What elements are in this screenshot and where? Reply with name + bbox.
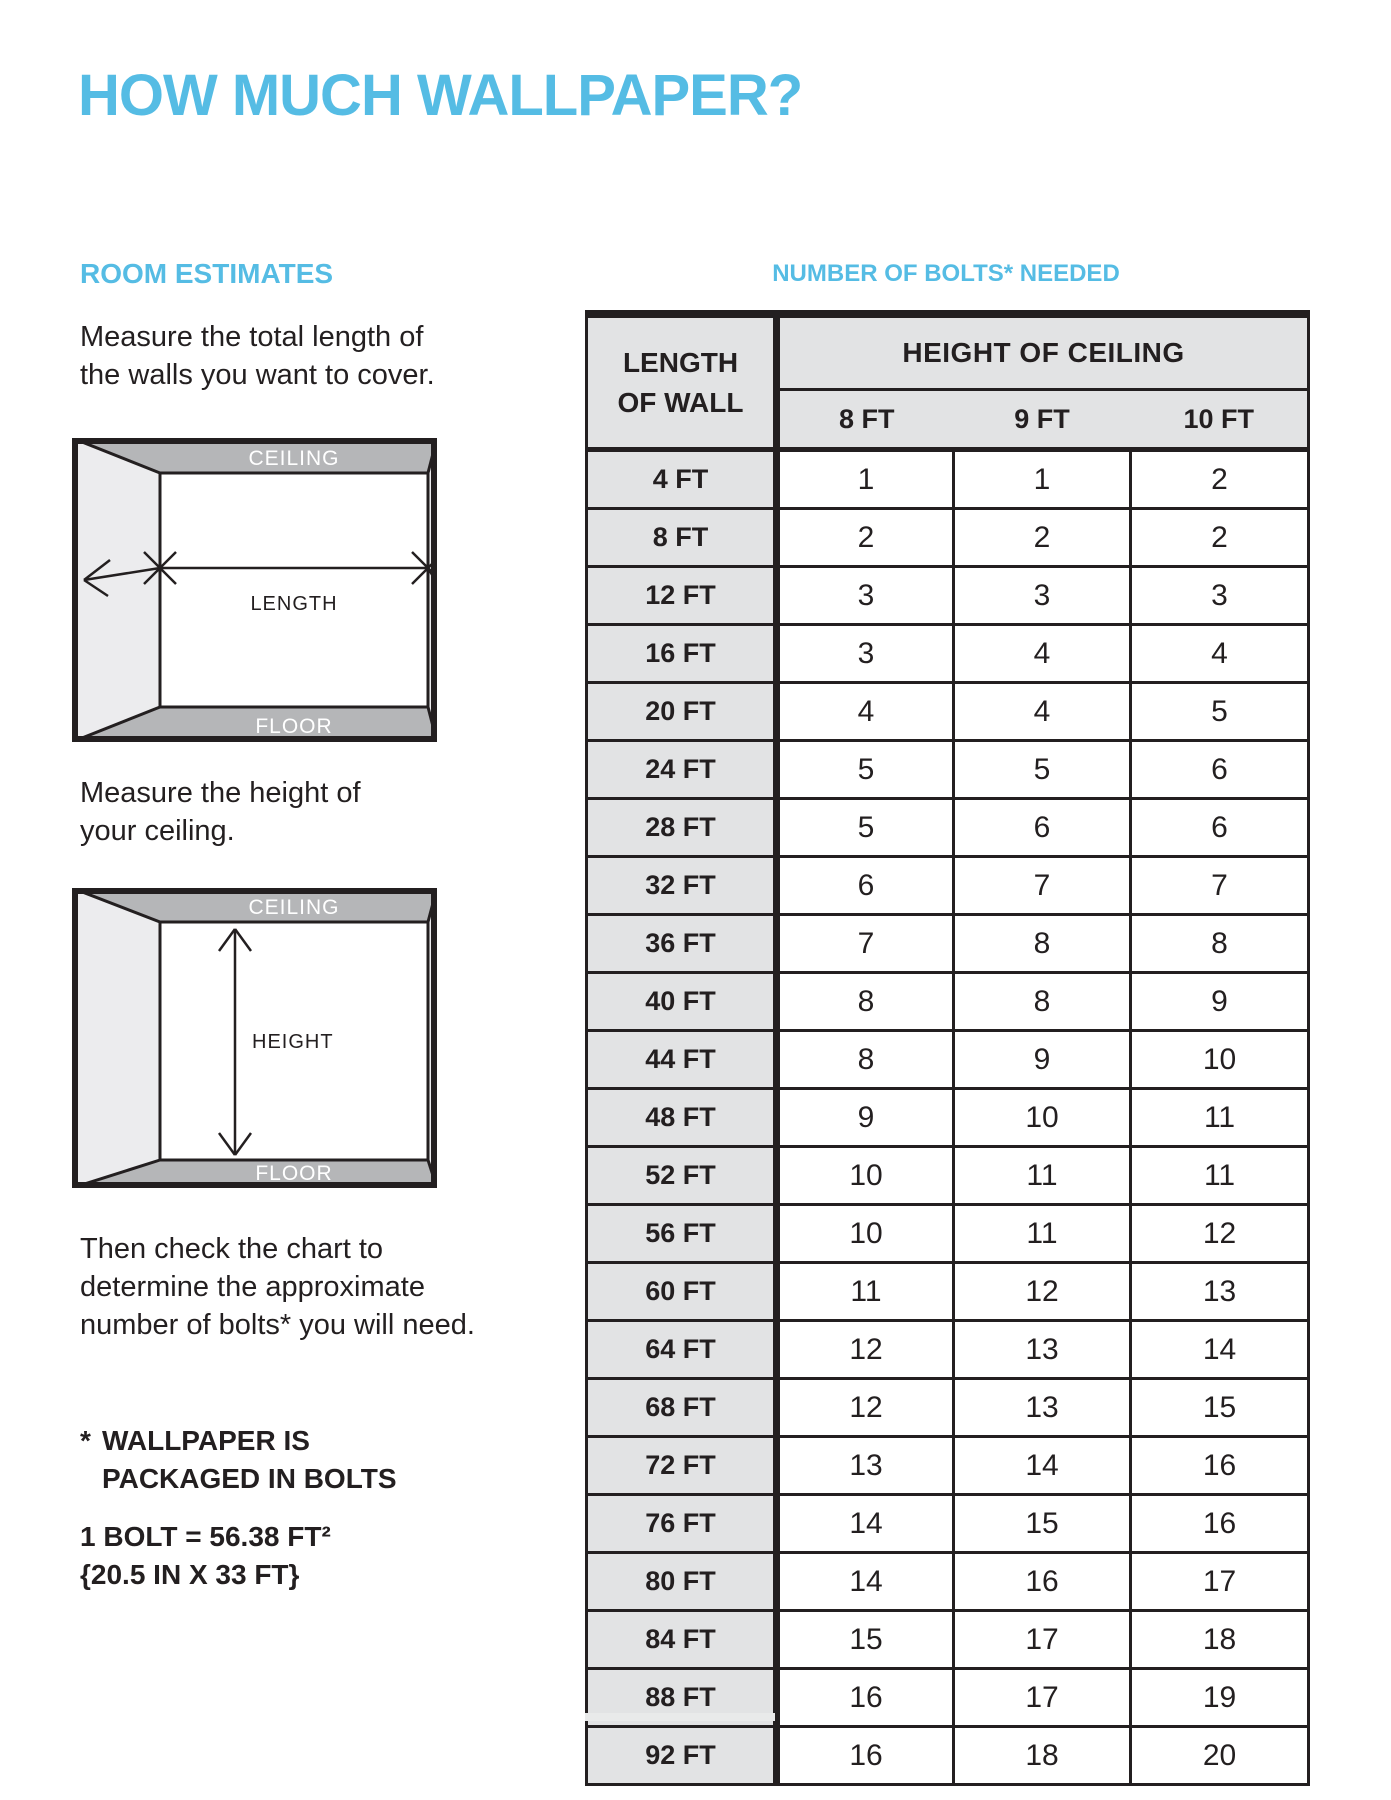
bolt-count-cell: 14 <box>777 1495 954 1553</box>
wall-length-row-header: 92 FT <box>587 1727 777 1785</box>
back-wall <box>160 473 428 707</box>
left-wall <box>72 438 160 742</box>
wall-length-row-header: 36 FT <box>587 915 777 973</box>
table-row <box>587 1611 1309 1669</box>
bolts-needed-heading: NUMBER OF BOLTS* NEEDED <box>772 260 1120 287</box>
table-row <box>587 915 1309 973</box>
bolt-count-cell: 15 <box>954 1495 1131 1553</box>
wall-length-row-header: 44 FT <box>587 1031 777 1089</box>
table-shadow <box>585 1713 775 1721</box>
bolt-count-cell: 11 <box>954 1147 1131 1205</box>
wall-length-row-header: 48 FT <box>587 1089 777 1147</box>
wall-length-row-header: 52 FT <box>587 1147 777 1205</box>
table-header-row <box>587 314 1309 390</box>
bolt-count-cell: 5 <box>777 799 954 857</box>
bolt-count-cell: 5 <box>954 741 1131 799</box>
wall-length-row-header: 4 FT <box>587 450 777 509</box>
asterisk-marker: * <box>80 1425 91 1456</box>
length-of-wall-header <box>587 314 777 450</box>
bolt-count-cell: 12 <box>777 1321 954 1379</box>
bolts-needed-table <box>585 310 1310 1786</box>
bolt-count-cell: 16 <box>777 1669 954 1727</box>
bolt-count-cell: 7 <box>777 915 954 973</box>
left-wall <box>72 888 160 1188</box>
table-row <box>587 683 1309 741</box>
wall-length-row-header: 72 FT <box>587 1437 777 1495</box>
wall-length-row-header: 80 FT <box>587 1553 777 1611</box>
bolt-count-cell: 3 <box>777 567 954 625</box>
bolt-count-cell: 10 <box>777 1147 954 1205</box>
wall-length-row-header: 84 FT <box>587 1611 777 1669</box>
bolt-count-cell: 1 <box>954 450 1131 509</box>
bolt-count-cell: 17 <box>954 1611 1131 1669</box>
table-row <box>587 1205 1309 1263</box>
bolt-count-cell: 19 <box>1131 1669 1309 1727</box>
room-length-diagram <box>72 438 437 742</box>
bolt-count-cell: 4 <box>777 683 954 741</box>
table-row <box>587 1263 1309 1321</box>
bolt-count-cell: 13 <box>954 1379 1131 1437</box>
instruction-line: your ceiling. <box>80 815 235 847</box>
bolt-count-cell: 10 <box>777 1205 954 1263</box>
wall-length-row-header: 8 FT <box>587 509 777 567</box>
bolt-count-cell: 12 <box>777 1379 954 1437</box>
bolt-count-cell: 11 <box>777 1263 954 1321</box>
bolt-count-cell: 8 <box>1131 915 1309 973</box>
height-of-ceiling-header: HEIGHT OF CEILING <box>777 314 1309 390</box>
footnote-text <box>102 1422 397 1498</box>
table-row <box>587 509 1309 567</box>
bolt-dimensions: {20.5 IN X 33 FT} <box>80 1559 300 1590</box>
bolt-count-cell: 14 <box>1131 1321 1309 1379</box>
ceiling-9ft-header: 9 FT <box>954 390 1131 450</box>
page-title: HOW MUCH WALLPAPER? <box>78 63 803 128</box>
bolt-count-cell: 5 <box>777 741 954 799</box>
bolt-count-cell: 1 <box>777 450 954 509</box>
bolt-count-cell: 16 <box>777 1727 954 1785</box>
corner-line: LENGTH <box>622 346 739 378</box>
bolt-equivalence: 1 BOLT = 56.38 FT² <box>80 1521 331 1552</box>
bolt-count-cell: 12 <box>954 1263 1131 1321</box>
bolt-count-cell: 4 <box>1131 625 1309 683</box>
instruction-line: Measure the height of <box>80 777 361 809</box>
instruction-line: Then check the chart to <box>80 1233 384 1265</box>
bolt-size-info <box>80 1518 331 1594</box>
table-row <box>587 1031 1309 1089</box>
wall-length-row-header: 16 FT <box>587 625 777 683</box>
ceiling-label: CEILING <box>248 896 340 919</box>
table-row <box>587 799 1309 857</box>
wall-length-row-header: 12 FT <box>587 567 777 625</box>
table-row <box>587 1437 1309 1495</box>
table-row <box>587 857 1309 915</box>
bolt-count-cell: 8 <box>954 915 1131 973</box>
instruction-check-chart <box>80 1230 475 1344</box>
instruction-line: number of bolts* you will need. <box>80 1309 475 1341</box>
footnote-line: WALLPAPER IS <box>102 1425 310 1456</box>
bolt-table-body <box>587 450 1309 1785</box>
height-label: HEIGHT <box>252 1031 334 1053</box>
corner-line: OF WALL <box>617 386 744 418</box>
bolt-count-cell: 18 <box>1131 1611 1309 1669</box>
bolt-count-cell: 10 <box>954 1089 1131 1147</box>
wall-length-row-header: 60 FT <box>587 1263 777 1321</box>
wall-length-row-header: 20 FT <box>587 683 777 741</box>
wall-length-row-header: 76 FT <box>587 1495 777 1553</box>
wall-length-row-header: 32 FT <box>587 857 777 915</box>
bolt-count-cell: 8 <box>954 973 1131 1031</box>
instruction-line: determine the approximate <box>80 1271 425 1303</box>
table-row <box>587 1727 1309 1785</box>
bolt-count-cell: 6 <box>777 857 954 915</box>
bolt-count-cell: 8 <box>777 973 954 1031</box>
bolt-count-cell: 9 <box>777 1089 954 1147</box>
wall-length-row-header: 40 FT <box>587 973 777 1031</box>
bolt-count-cell: 17 <box>1131 1553 1309 1611</box>
length-label: LENGTH <box>250 593 338 615</box>
bolt-count-cell: 15 <box>777 1611 954 1669</box>
room-height-diagram <box>72 888 437 1188</box>
table-row <box>587 741 1309 799</box>
table-row <box>587 1321 1309 1379</box>
bolt-count-cell: 6 <box>954 799 1131 857</box>
floor-label: FLOOR <box>255 715 333 738</box>
bolt-count-cell: 10 <box>1131 1031 1309 1089</box>
bolt-count-cell: 3 <box>1131 567 1309 625</box>
table-row <box>587 450 1309 509</box>
bolt-count-cell: 11 <box>954 1205 1131 1263</box>
ceiling-label: CEILING <box>248 447 340 470</box>
bolt-count-cell: 11 <box>1131 1147 1309 1205</box>
wall-length-row-header: 28 FT <box>587 799 777 857</box>
bolt-count-cell: 8 <box>777 1031 954 1089</box>
bolt-count-cell: 13 <box>777 1437 954 1495</box>
wall-length-row-header: 24 FT <box>587 741 777 799</box>
bolt-count-cell: 7 <box>1131 857 1309 915</box>
table-row <box>587 1147 1309 1205</box>
bolt-count-cell: 18 <box>954 1727 1131 1785</box>
bolt-count-cell: 3 <box>777 625 954 683</box>
bolt-count-cell: 13 <box>1131 1263 1309 1321</box>
bolt-count-cell: 6 <box>1131 741 1309 799</box>
bolt-count-cell: 16 <box>1131 1437 1309 1495</box>
instruction-measure-height <box>80 774 361 850</box>
bolt-count-cell: 13 <box>954 1321 1131 1379</box>
bolt-count-cell: 3 <box>954 567 1131 625</box>
bolt-count-cell: 20 <box>1131 1727 1309 1785</box>
floor-label: FLOOR <box>255 1162 333 1185</box>
instruction-line: the walls you want to cover. <box>80 359 435 391</box>
bolt-count-cell: 14 <box>777 1553 954 1611</box>
bolt-count-cell: 2 <box>954 509 1131 567</box>
bolt-count-cell: 9 <box>1131 973 1309 1031</box>
bolt-count-cell: 16 <box>954 1553 1131 1611</box>
bolt-count-cell: 12 <box>1131 1205 1309 1263</box>
room-estimates-heading: ROOM ESTIMATES <box>80 258 334 289</box>
table-row <box>587 625 1309 683</box>
instruction-measure-length <box>80 318 435 394</box>
bolt-count-cell: 9 <box>954 1031 1131 1089</box>
wall-length-row-header: 68 FT <box>587 1379 777 1437</box>
table-row <box>587 1495 1309 1553</box>
bolt-count-cell: 15 <box>1131 1379 1309 1437</box>
ceiling-10ft-header: 10 FT <box>1131 390 1309 450</box>
bolt-count-cell: 11 <box>1131 1089 1309 1147</box>
bolt-count-cell: 7 <box>954 857 1131 915</box>
bolt-count-cell: 17 <box>954 1669 1131 1727</box>
bolt-count-cell: 16 <box>1131 1495 1309 1553</box>
ceiling-8ft-header: 8 FT <box>777 390 954 450</box>
table-row <box>587 1379 1309 1437</box>
wall-length-row-header: 88 FT <box>587 1669 777 1727</box>
wall-length-row-header: 64 FT <box>587 1321 777 1379</box>
wall-length-row-header: 56 FT <box>587 1205 777 1263</box>
bolt-count-cell: 2 <box>1131 509 1309 567</box>
table-row <box>587 567 1309 625</box>
table-row <box>587 973 1309 1031</box>
bolt-footnote <box>80 1422 397 1498</box>
bolt-count-cell: 6 <box>1131 799 1309 857</box>
footnote-line: PACKAGED IN BOLTS <box>102 1463 397 1494</box>
bolt-count-cell: 14 <box>954 1437 1131 1495</box>
bolt-count-cell: 2 <box>1131 450 1309 509</box>
bolt-count-cell: 4 <box>954 625 1131 683</box>
instruction-line: Measure the total length of <box>80 321 424 353</box>
bolt-count-cell: 5 <box>1131 683 1309 741</box>
table-row <box>587 1553 1309 1611</box>
bolt-count-cell: 2 <box>777 509 954 567</box>
bolt-count-cell: 4 <box>954 683 1131 741</box>
table-row <box>587 1089 1309 1147</box>
